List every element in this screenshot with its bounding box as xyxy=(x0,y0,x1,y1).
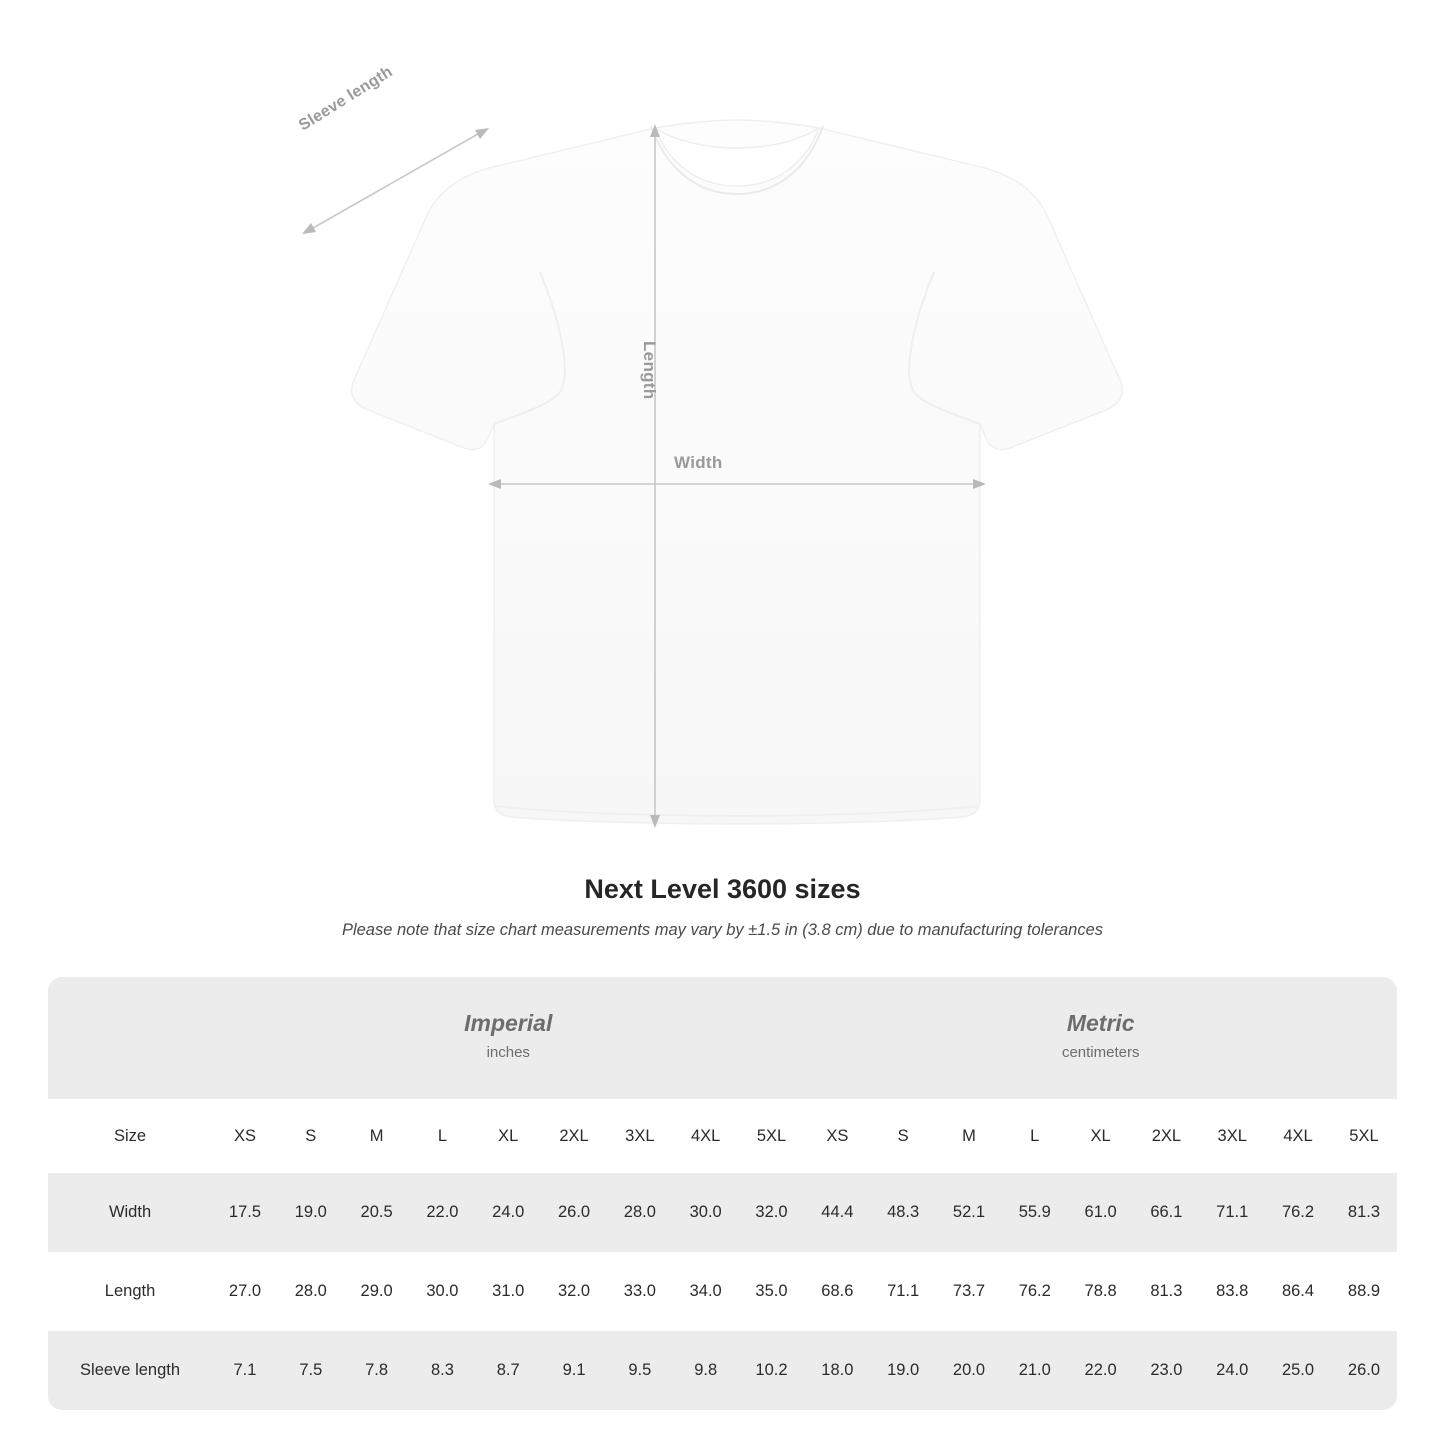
table-row xyxy=(48,1173,1397,1252)
cell-length-imperial-4xl: 34.0 xyxy=(673,1252,739,1331)
length-label: Length xyxy=(640,341,659,400)
size-header-imperial-m: M xyxy=(344,1099,410,1173)
unit-spacer-cell xyxy=(48,977,212,1099)
cell-width-metric-l: 55.9 xyxy=(1002,1173,1068,1252)
cell-sleeve-metric-m: 20.0 xyxy=(936,1331,1002,1410)
size-header-metric-xl: XL xyxy=(1068,1099,1134,1173)
tolerance-note: Please note that size chart measurements may vary by ±1.5 in (3.8 cm) due to manufacturing tolerances xyxy=(341,921,1104,939)
cell-length-metric-xs: 68.6 xyxy=(804,1252,870,1331)
cell-length-imperial-m: 29.0 xyxy=(344,1252,410,1331)
cell-width-metric-2xl: 66.1 xyxy=(1133,1173,1199,1252)
size-header-imperial-xs: XS xyxy=(212,1099,278,1173)
unit-group-metric xyxy=(804,977,1397,1099)
cell-sleeve-metric-2xl: 23.0 xyxy=(1133,1331,1199,1410)
cell-width-imperial-m: 20.5 xyxy=(344,1173,410,1252)
cell-width-imperial-l: 22.0 xyxy=(410,1173,476,1252)
cell-sleeve-metric-3xl: 24.0 xyxy=(1199,1331,1265,1410)
cell-length-imperial-5xl: 35.0 xyxy=(739,1252,805,1331)
cell-width-metric-s: 48.3 xyxy=(870,1173,936,1252)
cell-width-metric-4xl: 76.2 xyxy=(1265,1173,1331,1252)
cell-sleeve-metric-xs: 18.0 xyxy=(804,1331,870,1410)
cell-length-metric-m: 73.7 xyxy=(936,1252,1002,1331)
cell-sleeve-imperial-xl: 8.7 xyxy=(475,1331,541,1410)
page-title: Next Level 3600 sizes xyxy=(584,874,861,904)
cell-length-imperial-3xl: 33.0 xyxy=(607,1252,673,1331)
cell-length-metric-3xl: 83.8 xyxy=(1199,1252,1265,1331)
size-header-label: Size xyxy=(48,1099,212,1173)
cell-sleeve-metric-l: 21.0 xyxy=(1002,1331,1068,1410)
cell-width-metric-m: 52.1 xyxy=(936,1173,1002,1252)
size-chart-table xyxy=(48,977,1397,1410)
row-label-sleeve-length: Sleeve length xyxy=(48,1331,212,1410)
size-header-metric-m: M xyxy=(936,1099,1002,1173)
cell-sleeve-imperial-xs: 7.1 xyxy=(212,1331,278,1410)
cell-length-imperial-xl: 31.0 xyxy=(475,1252,541,1331)
sleeve-length-label: Sleeve length xyxy=(296,63,396,135)
unit-group-imperial xyxy=(212,977,804,1099)
size-header-imperial-xl: XL xyxy=(475,1099,541,1173)
size-header-metric-3xl: 3XL xyxy=(1199,1099,1265,1173)
cell-width-imperial-4xl: 30.0 xyxy=(673,1173,739,1252)
cell-length-metric-4xl: 86.4 xyxy=(1265,1252,1331,1331)
cell-sleeve-metric-4xl: 25.0 xyxy=(1265,1331,1331,1410)
size-header-metric-l: L xyxy=(1002,1099,1068,1173)
unit-group-metric-name: Metric xyxy=(1066,1010,1135,1037)
size-header-imperial-2xl: 2XL xyxy=(541,1099,607,1173)
table-row xyxy=(48,1331,1397,1410)
cell-length-metric-2xl: 81.3 xyxy=(1133,1252,1199,1331)
cell-sleeve-imperial-5xl: 10.2 xyxy=(739,1331,805,1410)
cell-width-imperial-xs: 17.5 xyxy=(212,1173,278,1252)
cell-length-metric-l: 76.2 xyxy=(1002,1252,1068,1331)
cell-width-metric-3xl: 71.1 xyxy=(1199,1173,1265,1252)
cell-length-imperial-2xl: 32.0 xyxy=(541,1252,607,1331)
cell-length-imperial-l: 30.0 xyxy=(410,1252,476,1331)
cell-length-metric-5xl: 88.9 xyxy=(1331,1252,1397,1331)
row-label-length: Length xyxy=(48,1252,212,1331)
cell-width-imperial-s: 19.0 xyxy=(278,1173,344,1252)
cell-width-imperial-5xl: 32.0 xyxy=(739,1173,805,1252)
cell-width-metric-xl: 61.0 xyxy=(1068,1173,1134,1252)
cell-sleeve-imperial-s: 7.5 xyxy=(278,1331,344,1410)
cell-width-metric-xs: 44.4 xyxy=(804,1173,870,1252)
cell-sleeve-imperial-l: 8.3 xyxy=(410,1331,476,1410)
size-header-metric-2xl: 2XL xyxy=(1133,1099,1199,1173)
cell-length-imperial-xs: 27.0 xyxy=(212,1252,278,1331)
size-header-metric-s: S xyxy=(870,1099,936,1173)
size-chart-table-wrapper xyxy=(48,977,1397,1410)
size-header-row xyxy=(48,1099,1397,1173)
width-label: Width xyxy=(674,453,723,472)
size-header-metric-4xl: 4XL xyxy=(1265,1099,1331,1173)
unit-group-imperial-unit: inches xyxy=(486,1044,530,1062)
cell-length-metric-xl: 78.8 xyxy=(1068,1252,1134,1331)
unit-group-metric-unit: centimeters xyxy=(1061,1044,1140,1062)
cell-width-metric-5xl: 81.3 xyxy=(1331,1173,1397,1252)
cell-sleeve-imperial-2xl: 9.1 xyxy=(541,1331,607,1410)
cell-sleeve-imperial-4xl: 9.8 xyxy=(673,1331,739,1410)
size-header-imperial-4xl: 4XL xyxy=(673,1099,739,1173)
unit-group-row xyxy=(48,977,1397,1099)
cell-sleeve-metric-s: 19.0 xyxy=(870,1331,936,1410)
size-header-imperial-3xl: 3XL xyxy=(607,1099,673,1173)
cell-length-imperial-s: 28.0 xyxy=(278,1252,344,1331)
unit-group-imperial-name: Imperial xyxy=(464,1010,553,1037)
cell-sleeve-metric-xl: 22.0 xyxy=(1068,1331,1134,1410)
size-header-metric-xs: XS xyxy=(804,1099,870,1173)
cell-sleeve-metric-5xl: 26.0 xyxy=(1331,1331,1397,1410)
size-header-imperial-l: L xyxy=(410,1099,476,1173)
row-label-width: Width xyxy=(48,1173,212,1252)
cell-width-imperial-3xl: 28.0 xyxy=(607,1173,673,1252)
heading-block xyxy=(0,874,1445,940)
cell-width-imperial-2xl: 26.0 xyxy=(541,1173,607,1252)
table-row xyxy=(48,1252,1397,1331)
size-header-imperial-5xl: 5XL xyxy=(739,1099,805,1173)
cell-length-metric-s: 71.1 xyxy=(870,1252,936,1331)
cell-sleeve-imperial-m: 7.8 xyxy=(344,1331,410,1410)
size-header-metric-5xl: 5XL xyxy=(1331,1099,1397,1173)
cell-sleeve-imperial-3xl: 9.5 xyxy=(607,1331,673,1410)
size-header-imperial-s: S xyxy=(278,1099,344,1173)
cell-width-imperial-xl: 24.0 xyxy=(475,1173,541,1252)
